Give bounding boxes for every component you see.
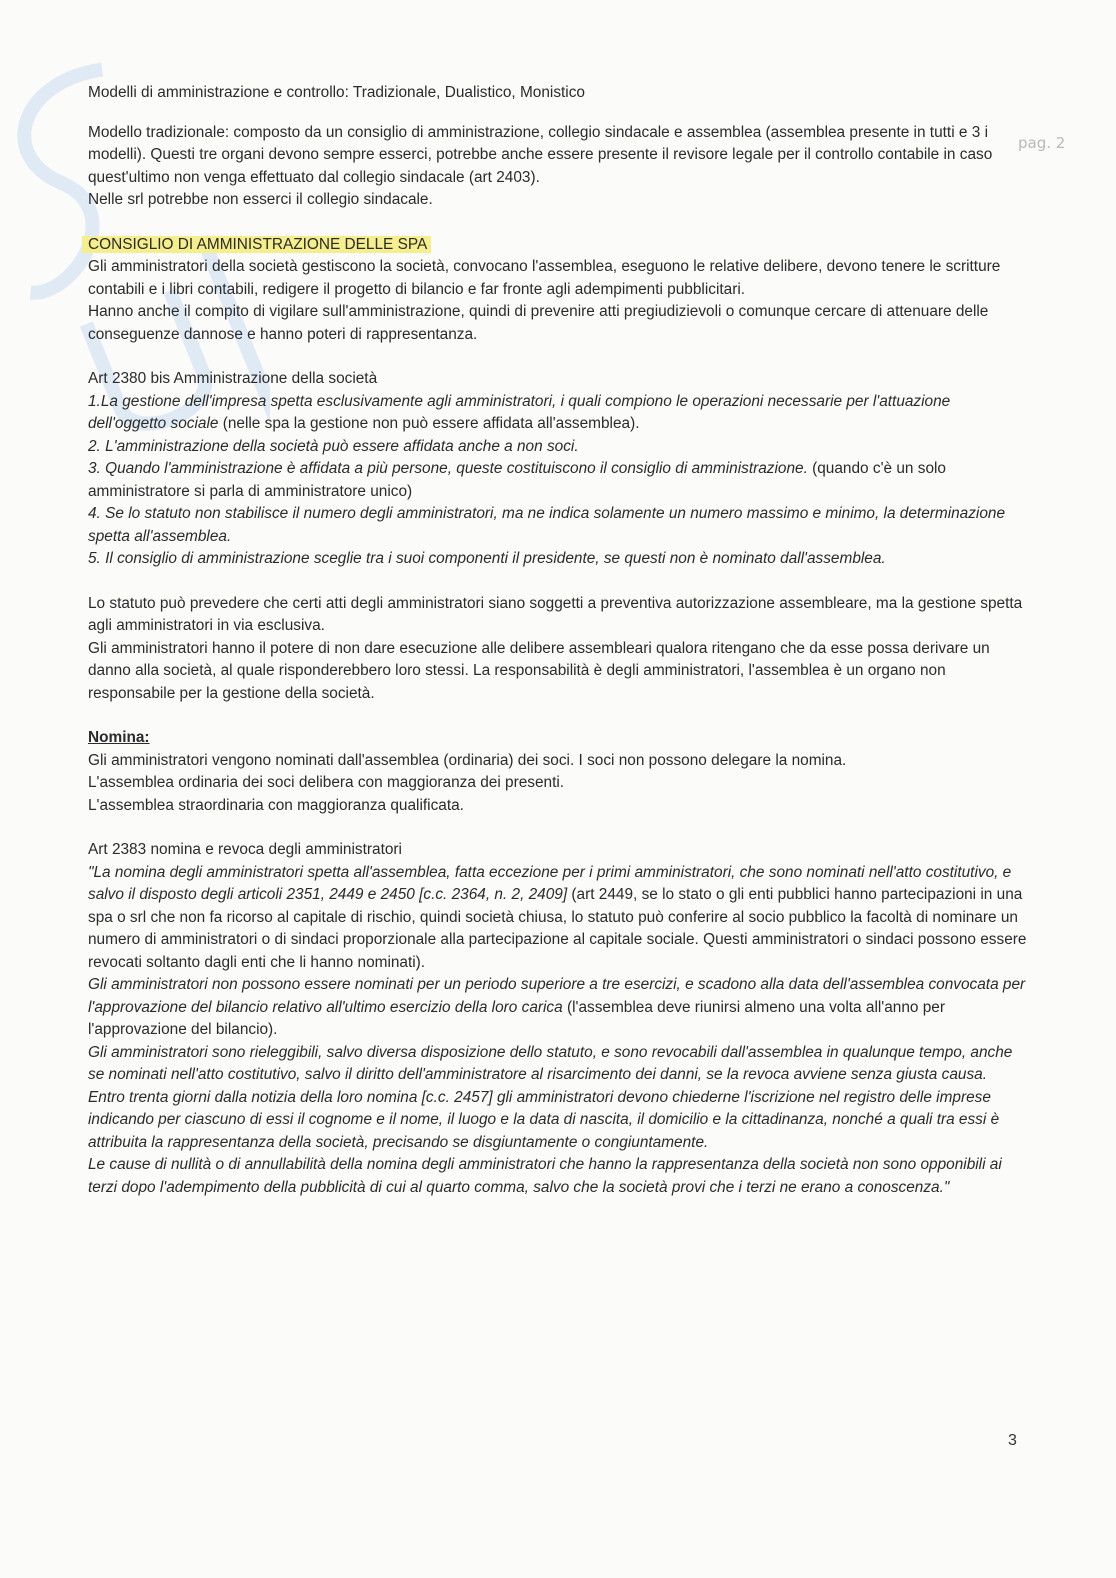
nomina-line: L'assemblea ordinaria dei soci delibera con maggioranza dei presenti. (88, 774, 565, 791)
statuto-paragraph: Gli amministratori hanno il potere di non dare esecuzione alle delibere assembleari qualora ritengano che da esse possa derivare un danno alla società, al quale risponderebbero loro stessi. La responsabilità è degli amministratori, l'assemblea è un organo non responsabile per la gestione della società. (88, 639, 990, 702)
article-paragraph: Entro trenta giorni dalla notizia della loro nomina [c.c. 2457] gli amministratori devono chiederne l'iscrizione nel registro delle imprese indicando per ciascuno di essi il cognome e il nome, il luogo e la data di nascita, il domicilio e la cittadinanza, nonché a quali tra essi è attribuita la rappresentanza della società, precisando se disgiuntamente o congiuntamente. (88, 1088, 1000, 1151)
intro-section (88, 122, 1028, 212)
article-item: 1.La gestione dell'impresa spetta esclusivamente agli amministratori, i quali compiono le operazioni necessarie per l'attuazione dell'oggetto sociale (nelle spa la gestione non può essere affidata all'assemblea). (88, 392, 951, 432)
article-paragraph: Gli amministratori non possono essere nominati per un periodo superiore a tre esercizi, e scadono alla data dell'assemblea convocata per l'approvazione del bilancio relativo all'ultimo esercizio della loro carica (l'assemblea deve riunirsi almeno una volta all'anno per l'approvazione del bilancio). (88, 976, 1026, 1038)
article-paragraph: Le cause di nullità o di annullabilità della nomina degli amministratori che hanno la rappresentanza della società non sono opponibili ai terzi dopo l'adempimento della pubblicità di cui al quarto comma, salvo che la società provi che i terzi ne erano a conoscenza." (88, 1156, 1002, 1196)
article-item: 5. Il consiglio di amministrazione sceglie tra i suoi componenti il presidente, se questi non è nominato dall'assemblea. (88, 550, 886, 567)
nomina-line: Gli amministratori vengono nominati dall'assemblea (ordinaria) dei soci. I soci non possono delegare la nomina. (88, 751, 847, 769)
section-heading: CONSIGLIO DI AMMINISTRAZIONE DELLE SPA (88, 234, 1028, 257)
intro-note: Nelle srl potrebbe non esserci il collegio sindacale. (88, 191, 433, 208)
article-item: 3. Quando l'amministrazione è affidata a più persone, queste costituiscono il consiglio di amministrazione. (quando c'è un solo amministratore si parla di amministratore unico) (88, 460, 946, 500)
article-item: 2. L'amministrazione della società può essere affidata anche a non soci. (88, 437, 579, 455)
margin-note: pag. 2 (1018, 134, 1066, 152)
nomina-heading: Nomina: (88, 729, 150, 746)
document-body (88, 82, 1028, 1199)
cda-paragraph: Hanno anche il compito di vigilare sull'amministrazione, quindi di prevenire atti pregiudizievoli o comunque cercare di attenuare delle conseguenze dannose e hanno poteri di rappresentanza. (88, 303, 989, 343)
page-title: Modelli di amministrazione e controllo: Tradizionale, Dualistico, Monistico (88, 84, 585, 101)
intro-paragraph: Modello tradizionale: composto da un consiglio di amministrazione, collegio sindacale e assemblea (assemblea presente in tutti e 3 i modelli). Questi tre organi devono sempre esserci, potrebbe anche essere presente il revisore legale per il controllo contabile in caso quest'ultimo non venga effettuato dal collegio sindacale (art 2403). (88, 123, 993, 186)
article-item: 4. Se lo statuto non stabilisce il numero degli amministratori, ma ne indica solamente un numero massimo e minimo, la determinazione spetta all'assemblea. (88, 505, 1006, 545)
article-heading: Art 2380 bis Amministrazione della società (88, 370, 378, 387)
nomina-line: L'assemblea straordinaria con maggioranza qualificata. (88, 796, 464, 814)
cda-paragraph: Gli amministratori della società gestiscono la società, convocano l'assemblea, eseguono le relative delibere, devono tenere le scritture contabili e i libri contabili, redigere il progetto di bilancio e far fronte agli adempimenti pubblicitari. (88, 258, 1001, 298)
article-paragraph: "La nomina degli amministratori spetta all'assemblea, fatta eccezione per i primi amministratori, che sono nominati nell'atto costitutivo, e salvo il disposto degli articoli 2351, 2449 e 2450 [c.c. 2364, n. 2, 2409] (art 2449, se lo stato o gli enti pubblici hanno partecipazioni in una spa o srl che non fa ricorso al capitale di rischio, quindi società chiusa, lo statuto può conferire al socio pubblico la facoltà di nominare un numero di amministratori o di sindaci proporzionale alla partecipazione al capitale sociale. Questi amministratori o sindaci possono essere revocati soltanto dagli enti che li hanno nominati). (88, 863, 1027, 971)
article-paragraph: Gli amministratori sono rieleggibili, salvo diversa disposizione dello statuto, e sono revocabili dall'assemblea in qualunque tempo, anche se nominati nell'atto costitutivo, salvo il diritto dell'amministratore al risarcimento dei danni, se la revoca avviene senza giusta causa. (88, 1043, 1013, 1083)
article-heading: Art 2383 nomina e revoca degli amministratori (88, 841, 402, 858)
page-number: 3 (1008, 1432, 1017, 1449)
statuto-paragraph: Lo statuto può prevedere che certi atti degli amministratori siano soggetti a preventiva autorizzazione assembleare, ma la gestione spetta agli amministratori in via esclusiva. (88, 594, 1023, 634)
